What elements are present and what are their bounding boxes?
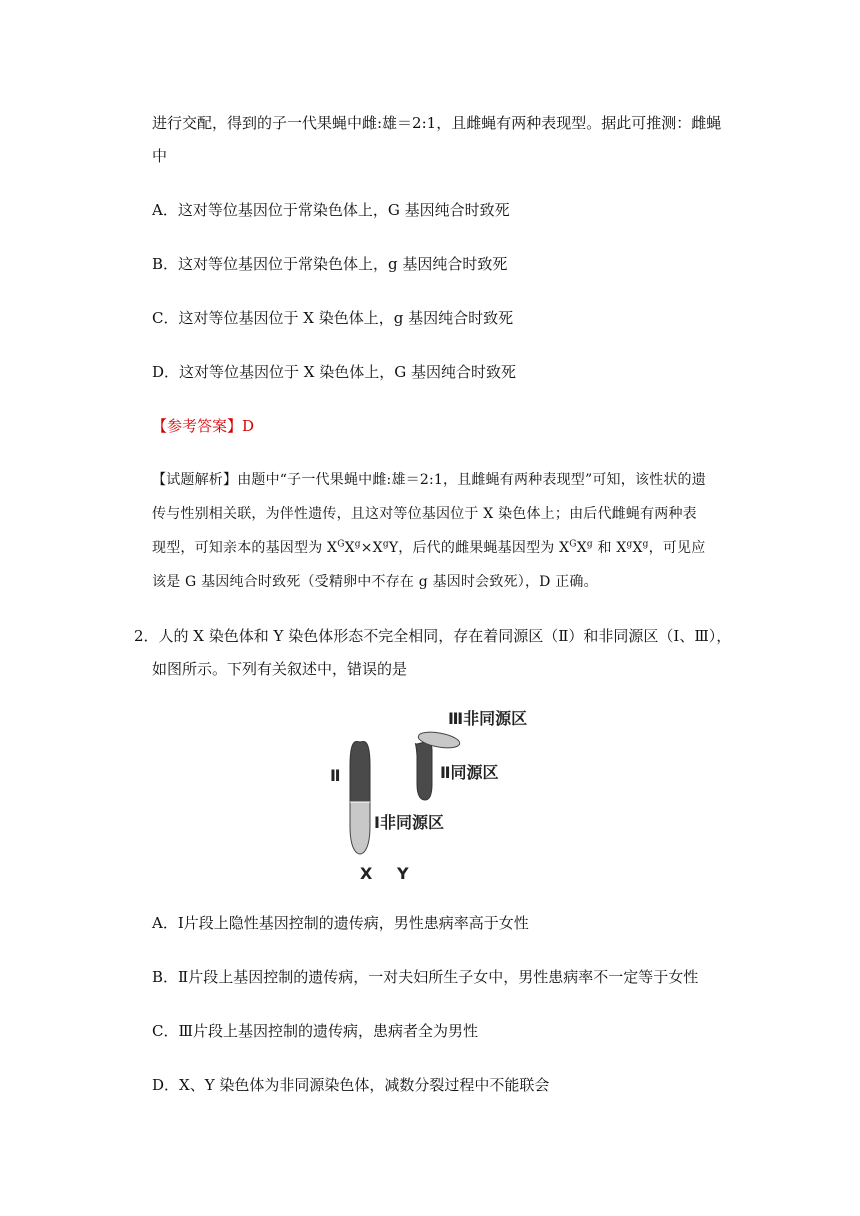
q2-stem-line-2: 如图所示。下列有关叙述中，错误的是 [152, 660, 408, 678]
q2-option-b: B．Ⅱ片段上基因控制的遗传病，一对夫妇所生子女中，男性患病率不一定等于女性 [152, 968, 699, 986]
label-y: Y [397, 864, 409, 883]
expl-text: ×X [360, 540, 383, 556]
label-i-nonhomologous: Ⅰ非同源区 [374, 813, 444, 832]
q1-option-c: C．这对等位基因位于 X 染色体上，g 基因纯合时致死 [152, 309, 514, 327]
expl-text: X [632, 540, 643, 556]
expl-text: X [576, 540, 587, 556]
q1-option-d: D．这对等位基因位于 X 染色体上，G 基因纯合时致死 [152, 363, 516, 381]
expl-sup: g [626, 539, 633, 550]
expl-sup: g [354, 539, 361, 550]
q1-option-b: B．这对等位基因位于常染色体上，g 基因纯合时致死 [152, 255, 508, 273]
expl-text: ，可见应 [648, 540, 706, 556]
expl-sup: g [382, 539, 389, 550]
q1-explanation-line-1: 【试题解析】由题中“子一代果蝇中雌:雄＝2:1，且雌蝇有两种表现型”可知，该性状的遗 [152, 472, 706, 488]
q1-stem-line-2: 中 [152, 147, 168, 165]
chromosome-diagram [310, 698, 570, 894]
q2-option-a: A．Ⅰ片段上隐性基因控制的遗传病，男性患病率高于女性 [152, 914, 529, 932]
expl-sup: G [569, 539, 577, 550]
answer-label: 【参考答案】 [152, 417, 243, 435]
q2-stem-line-1: 2．人的 X 染色体和 Y 染色体形态不完全相同，存在着同源区（Ⅱ）和非同源区（Ⅰ、Ⅲ）， [134, 627, 732, 645]
expl-sup: g [586, 539, 593, 550]
label-ii-left: Ⅱ [330, 766, 341, 785]
x-chromosome-nonhomologous-segment [350, 802, 370, 854]
expl-text: 现型，可知亲本的基因型为 X [152, 540, 338, 556]
q1-explanation-line-3 [152, 538, 705, 558]
q1-stem-line-1: 进行交配，得到的子一代果蝇中雌:雄＝2:1，且雌蝇有两种表现型。据此可推测：雌蝇 [152, 114, 722, 132]
expl-sup: g [642, 539, 649, 550]
answer-value: D [242, 417, 255, 435]
q1-option-a: A．这对等位基因位于常染色体上，G 基因纯合时致死 [152, 201, 510, 219]
expl-text: X [344, 540, 355, 556]
q1-explanation-line-4: 该是 G 基因纯合时致死（受精卵中不存在 g 基因时会致死），D 正确。 [152, 574, 598, 590]
xy-chromosome-figure [310, 698, 570, 894]
label-iii-nonhomologous: Ⅲ非同源区 [448, 709, 528, 728]
expl-text: Y，后代的雌果蝇基因型为 X [388, 540, 570, 556]
x-chromosome-homologous-segment [350, 742, 370, 802]
q1-explanation-line-2: 传与性别相关联，为伴性遗传，且这对等位基因位于 X 染色体上；由后代雌蝇有两种表 [152, 506, 697, 522]
label-x: X [360, 864, 373, 883]
label-ii-homologous: Ⅱ同源区 [440, 763, 499, 782]
q2-option-c: C．Ⅲ片段上基因控制的遗传病，患病者全为男性 [152, 1022, 478, 1040]
q2-option-d: D．X、Y 染色体为非同源染色体，减数分裂过程中不能联会 [152, 1076, 550, 1094]
q1-answer [152, 416, 254, 436]
expl-text: 和 X [592, 540, 627, 556]
y-chromosome-homologous-segment [415, 742, 432, 800]
expl-sup: G [337, 539, 345, 550]
